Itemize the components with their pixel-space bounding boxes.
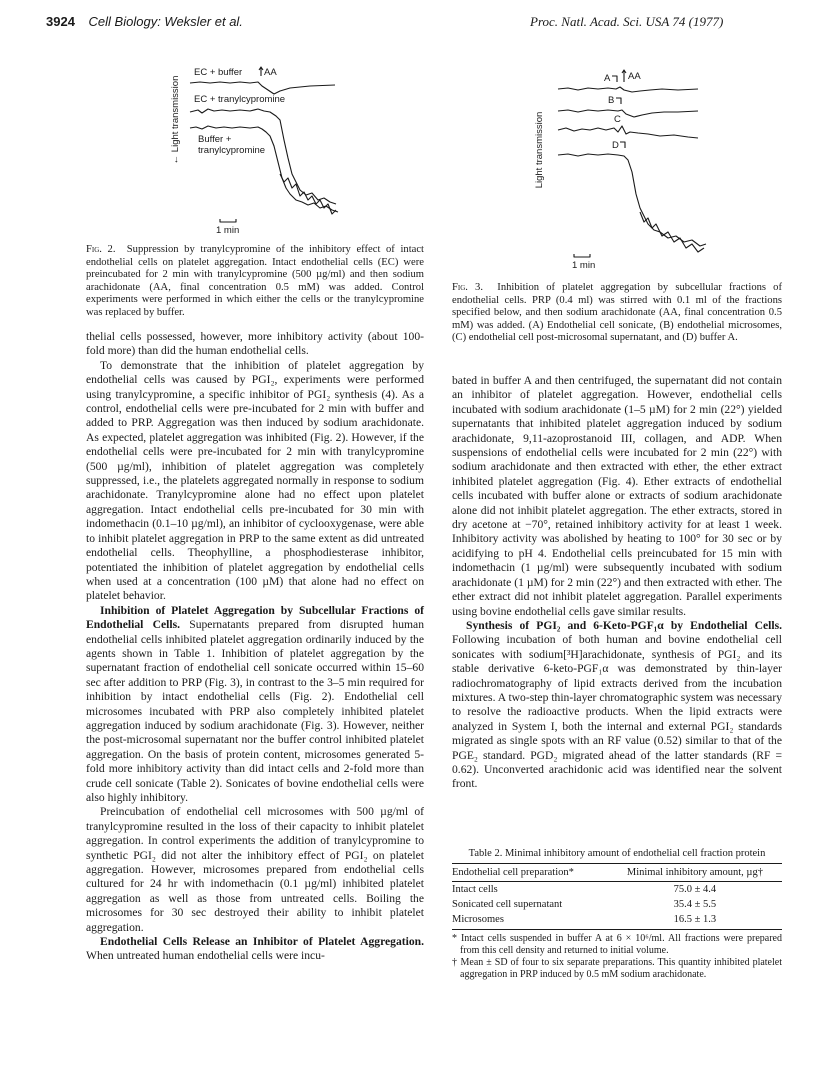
section-heading-subcellular: Inhibition of Platelet Aggregation by Subcellular Fractions of Endothelial Cells.: [86, 603, 424, 632]
figure-3-plot: [528, 62, 718, 272]
figure-3-marker-aa: AA: [628, 71, 641, 82]
right-paragraph-2-text: Following incubation of both human and bovine endothelial cell sonicates with sodium[³H]arachidonate, synthesis of PGI₂ and its stable derivative 6-keto-PGF₁α was demonstrated by thin-layer radiochromatography of lipid extracts derived from the incubation mixtures. A two-step thin-layer chromatographic system was necessary to resolve the radioactive products. When the lipid extracts were analyzed in System I, both the internal and external PGI₂ standards migrated as single spots with an RF value (0.52) similar to that of the PGE₂ standard. PGD₂ migrated ahead of the latter standards (RF = 0.62). Unconverted arachidonic acid was identified near the solvent front.: [452, 633, 782, 791]
section-heading-release: Endothelial Cells Release an Inhibitor of Platelet Aggregation.: [100, 935, 424, 949]
figure-3-trace-label-b: B: [608, 95, 615, 106]
figure-3-trace-d-noise: [640, 212, 704, 252]
left-paragraph-5: [86, 935, 424, 964]
left-paragraph-4: Preincubation of endothelial cell microsomes with 500 µg/ml of tranylcypromine resulted in the loss of their capacity to inhibit platelet aggregation. In control experiments the addition of tranylcypromine to synthetic PGI₂ did not alter the inhibitory effect of PGI₂ on platelet aggregation. However, microsomes prepared from endothelial cells cultured for 24 hr with indomethacin (0.1 µg/ml) inhibited platelet aggregation as well as those from untreated cells. Boiling the microsomes for 30 sec destroyed their ability to inhibit platelet aggregation.: [86, 805, 424, 934]
figure-2: [160, 62, 350, 234]
figure-3-caption-text: Inhibition of platelet aggregation by subcellular fractions of endothelial cells. PRP (0.4 ml) was stirred with 0.1 ml of the fractions specified below, and then sodium arachidonate (AA, final concentration 0.5 mM) was added. (A) Endothelial cell sonicate, (B) endothelial microsomes, (C) endothelial cell post-microsomal supernatant, and (D) buffer A.: [452, 282, 782, 344]
table-header-amount: Minimal inhibitory amount, µg†: [608, 864, 782, 882]
figure-2-caption-text: Suppression by tranylcypromine of the inhibitory effect of intact endothelial cells on platelet aggregation. Intact endothelial cells (EC) were preincubated for 2 min with tranylcypromine (500 µg/ml) and then sodium arachidonate (AA, final concentration 0.5 mM) was added. Control experiments were performed in which either the cells or the tranylcypromine was replaced by buffer.: [86, 244, 424, 318]
figure-2-trace-label-1: EC + buffer: [194, 67, 243, 78]
figure-3-scale-bar: [574, 254, 590, 257]
table-cell-prep: Intact cells: [452, 884, 498, 895]
figure-2-marker-aa: AA: [264, 67, 277, 78]
figure-3-trace-c: [558, 126, 698, 138]
figure-2-trace-label-2: EC + tranylcypromine: [194, 94, 286, 105]
left-paragraph-3-text: Supernatants prepared from disrupted human endothelial cells inhibited platelet aggregation ordinarily induced by the agents shown in Table 1. Inhibition of platelet aggregation by the supernatant fraction of endothelial cell sonicate occurred within 15–60 sec after addition to PRP (Fig. 3), in contrast to the 3–5 min required for inhibition by intact endothelial cells (Fig. 2). Endothelial cell microsomes incubated with PRP also completely inhibited platelet aggregation induced by sodium arachidonate (Fig. 3). However, neither the post-microsomal supernatant nor the buffer control inhibited platelet aggregation. On the basis of protein content, microsomes generated 5-fold more inhibitory activity than did intact cells and 2-fold more than crude cell sonicate (Table 2). Sonicates of bovine endothelial cells were also highly inhibitory.: [86, 618, 424, 804]
figure-2-trace-ec-tranylcypromine: [190, 109, 336, 204]
figure-3-caption: [452, 282, 782, 345]
figure-3-trace-label-a: A: [604, 73, 611, 84]
table-row: [452, 897, 782, 912]
figure-3-ylabel: Light transmission: [534, 111, 545, 189]
figure-3-trace-b: [558, 110, 698, 117]
table-2-footnote-1: * Intact cells suspended in buffer A at 6 × 10⁶/ml. All fractions were prepared from this cell density and returned to initial volume.: [452, 933, 782, 956]
figure-3-trace-label-c: C: [614, 114, 621, 125]
left-paragraph-5-text: When untreated human endothelial cells were incu-: [86, 949, 325, 963]
figure-2-trace-label-4: tranylcypromine: [198, 145, 266, 156]
figure-2-caption: [86, 244, 424, 320]
table-cell-value: 75.0 ± 4.4: [673, 884, 717, 895]
right-paragraph-2: [452, 619, 782, 792]
table-2-footnote-2: † Mean ± SD of four to six separate preparations. This quantity inhibited platelet aggregation in PRP induced by 0.5 mM sodium arachidonate.: [452, 957, 782, 980]
right-paragraph-1: bated in buffer A and then centrifuged, the supernatant did not contain an inhibitor of platelet aggregation. However, endothelial cells incubated with sodium arachidonate (1–5 µM) for 2 min (22°) yielded supernatants that inhibited platelet aggregation induced by sodium arachidonate, 9,11-azoprostanoid III, collagen, and ADP. When suspensions of endothelial cells were incubated for 2 min (22°) with sodium arachidonate and then extracted with ether, the ether extract inhibited platelet aggregation (Fig. 4). Ether extracts of endothelial cells incubated with buffer alone or extracts of sodium arachidonate alone did not inhibit platelet aggregation. The ether extracts, stored in dry acetone at −70°, retained inhibitory activity for at least 1 week. Inhibitory activity was abolished by heating to 100° for 30 sec or by acidifying to pH 4. Endothelial cells preincubated for 15 min with indomethacin (1 µg/ml) were subsequently incubated with sodium arachidonate (1 µM) for 2 min (22°) and then extracted with ether. The ether extract did not inhibit platelet aggregation. Parallel experiments using bovine endothelial cells gave similar results.: [452, 374, 782, 618]
figure-3-trace-a: [558, 87, 698, 92]
journal-citation: Proc. Natl. Acad. Sci. USA 74 (1977): [530, 14, 724, 29]
table-2-title: Table 2. Minimal inhibitory amount of endothelial cell fraction protein: [468, 848, 766, 859]
left-paragraph-1: thelial cells possessed, however, more inhibitory activity (about 100-fold more) than did the human endothelial cells.: [86, 330, 424, 358]
figure-2-marker-tick: [259, 67, 263, 76]
table-header-prep: Endothelial cell preparation*: [452, 864, 608, 882]
table-2-footnotes: [452, 933, 782, 981]
figure-3-trace-d: [558, 154, 706, 246]
figure-2-trace-ec-buffer: [190, 82, 335, 94]
table-cell-prep: Sonicated cell supernatant: [452, 899, 563, 910]
figure-3-marker-tick: [622, 70, 626, 82]
page-number: 3924: [46, 14, 75, 29]
figure-2-caption-label: Fig. 2.: [86, 244, 116, 255]
figure-3-label-a-hook: [612, 76, 617, 82]
table-cell-value: 16.5 ± 1.3: [608, 912, 782, 930]
figure-3: [528, 62, 718, 272]
figure-3-caption-label: Fig. 3.: [452, 282, 484, 293]
table-cell-prep: Microsomes: [452, 912, 608, 930]
left-paragraph-2: To demonstrate that the inhibition of platelet aggregation by endothelial cells was caused by PGI₂, experiments were performed using tranylcypromine, a specific inhibitor of PGI₂ synthesis (4). As a control, endothelial cells were pre-incubated for 2 min with buffer and added to PRP. Aggregation was then induced by sodium arachidonate. As expected, platelet aggregation was inhibited (Fig. 2). However, if the endothelial cells were pre-incubated for 2 min with tranylcypromine (500 µg/ml), inhibition of platelet aggregation was completely suppressed, i.e., the platelets aggregated normally in response to sodium arachidonate. Tranylcypromine alone had no effect upon platelet aggregation. Intact endothelial cells pre-incubated for 30 min with indomethacin (0.1–10 µg/ml), an inhibitor of cyclooxygenase, were able to inhibit platelet aggregation in PRP to the same extent as did untreated endothelial cells. Theophylline, a phosphodiesterase inhibitor, potentiated the inhibition of platelet aggregation by endothelial cells when used at a concentration (100 µM) that alone had no effect on platelet behavior.: [86, 358, 424, 603]
table-cell-value: 35.4 ± 5.5: [673, 899, 717, 910]
figure-3-trace-label-d: D: [612, 140, 619, 151]
journal-section: Cell Biology: Weksler et al.: [88, 14, 243, 29]
section-heading-synthesis: Synthesis of PGI₂ and 6-Keto-PGF₁α by Endothelial Cells.: [466, 618, 782, 632]
figure-2-trace-label-3: Buffer +: [198, 134, 232, 145]
figure-2-plot: [160, 62, 350, 234]
figure-2-ylabel: ← Light transmission: [170, 75, 181, 165]
header-left: [46, 14, 243, 29]
figure-2-scale-bar: [220, 219, 236, 222]
figure-2-scale-label: 1 min: [216, 225, 240, 234]
page-header: [0, 14, 816, 34]
figure-3-label-d-hook: [620, 142, 625, 148]
table-header-row: [452, 864, 782, 882]
right-column: [452, 374, 782, 792]
table-2-grid: [452, 863, 782, 930]
left-column: [86, 330, 424, 964]
table-2: [452, 847, 782, 981]
left-paragraph-3: [86, 604, 424, 806]
figure-3-scale-label: 1 min: [572, 260, 596, 271]
table-row: [452, 912, 782, 930]
figure-3-label-b-hook: [616, 98, 621, 104]
table-row: [452, 882, 782, 898]
